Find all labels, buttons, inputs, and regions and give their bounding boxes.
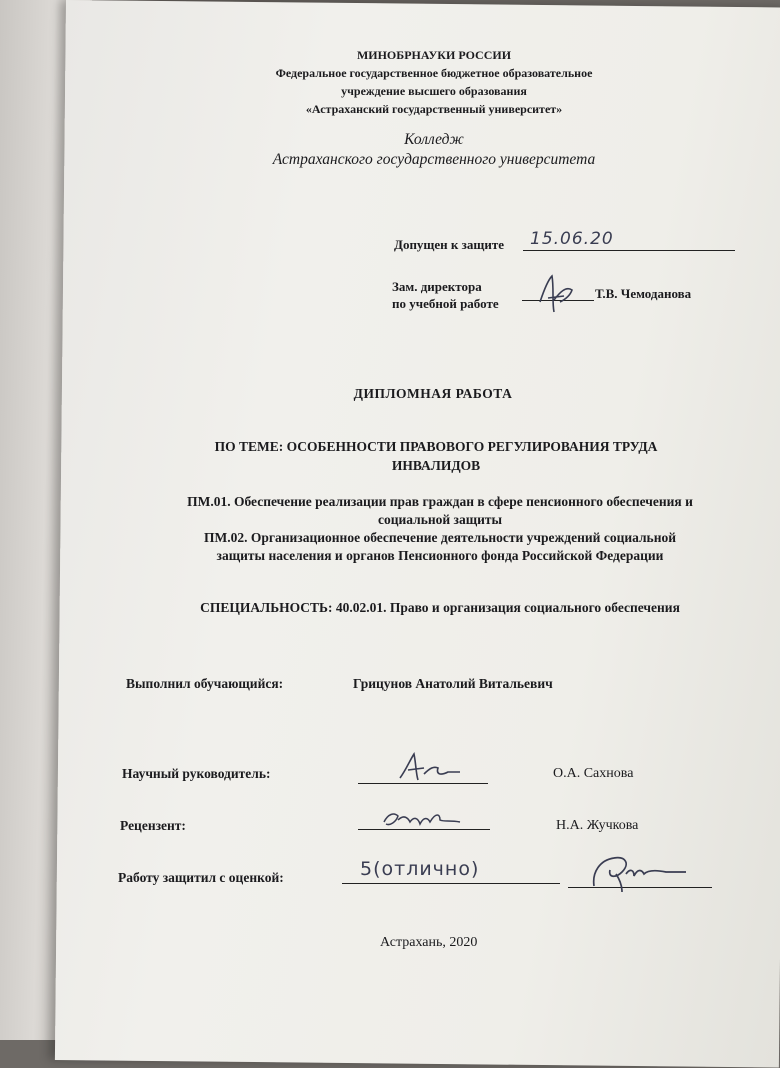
deputy-block xyxy=(392,278,499,312)
institution-line-1: Федеральное государственное бюджетное образовательное xyxy=(275,66,593,80)
deputy-name: Т.В. Чемоданова xyxy=(595,286,692,301)
reviewer-signature-icon xyxy=(380,808,470,836)
deputy-line-2: по учебной работе xyxy=(392,296,499,311)
supervisor-signature-icon xyxy=(396,752,466,786)
reviewer-label: Рецензент: xyxy=(120,818,186,833)
college-line-1: Колледж xyxy=(404,131,464,148)
deputy-line-1: Зам. директора xyxy=(392,279,482,294)
grade-line xyxy=(342,883,560,884)
student-name: Грицунов Анатолий Витальевич xyxy=(353,676,553,691)
student-label: Выполнил обучающийся: xyxy=(126,676,284,691)
modules-block xyxy=(95,493,780,565)
work-topic xyxy=(100,437,772,475)
institution-line-2: учреждение высшего образования xyxy=(341,84,527,98)
grade-signature-icon xyxy=(586,852,696,894)
work-title: ДИПЛОМНАЯ РАБОТА xyxy=(353,386,513,401)
specialty: СПЕЦИАЛЬНОСТЬ: 40.02.01. Право и организация социального обеспечения xyxy=(200,600,680,615)
ministry-name: МИНОБРНАУКИ РОССИИ xyxy=(356,48,512,62)
pm1-line-1: ПМ.01. Обеспечение реализации прав граждан в сфере пенсионного обеспечения и xyxy=(187,494,693,509)
grade-label: Работу защитил с оценкой: xyxy=(118,870,284,885)
city-year: Астрахань, 2020 xyxy=(380,935,478,950)
supervisor-label: Научный руководитель: xyxy=(122,766,271,781)
pm1-line-2: социальной защиты xyxy=(377,512,503,527)
topic-line-1: ПО ТЕМЕ: ОСОБЕННОСТИ ПРАВОВОГО РЕГУЛИРОВАНИЯ ТРУДА xyxy=(214,439,658,454)
ministry-header xyxy=(73,46,780,118)
college-line-2: Астраханского государственного университета xyxy=(272,151,596,168)
grade-handwritten: 5(отлично) xyxy=(360,858,480,880)
supervisor-name: О.А. Сахнова xyxy=(553,766,634,781)
pm2-line-1: ПМ.02. Организационное обеспечение деятельности учреждений социальной xyxy=(203,530,677,545)
pm2-line-2: защиты населения и органов Пенсионного фонда Российской Федерации xyxy=(216,548,664,563)
admitted-date-handwritten: 15.06.20 xyxy=(530,229,614,249)
reviewer-name: Н.А. Жучкова xyxy=(556,818,639,833)
college-header xyxy=(73,130,780,170)
topic-line-2: ИНВАЛИДОВ xyxy=(391,458,481,473)
institution-line-3: «Астраханский государственный университет» xyxy=(305,102,563,116)
admitted-label: Допущен к защите xyxy=(394,237,505,252)
deputy-signature-icon xyxy=(530,272,590,316)
admitted-line xyxy=(523,250,735,251)
